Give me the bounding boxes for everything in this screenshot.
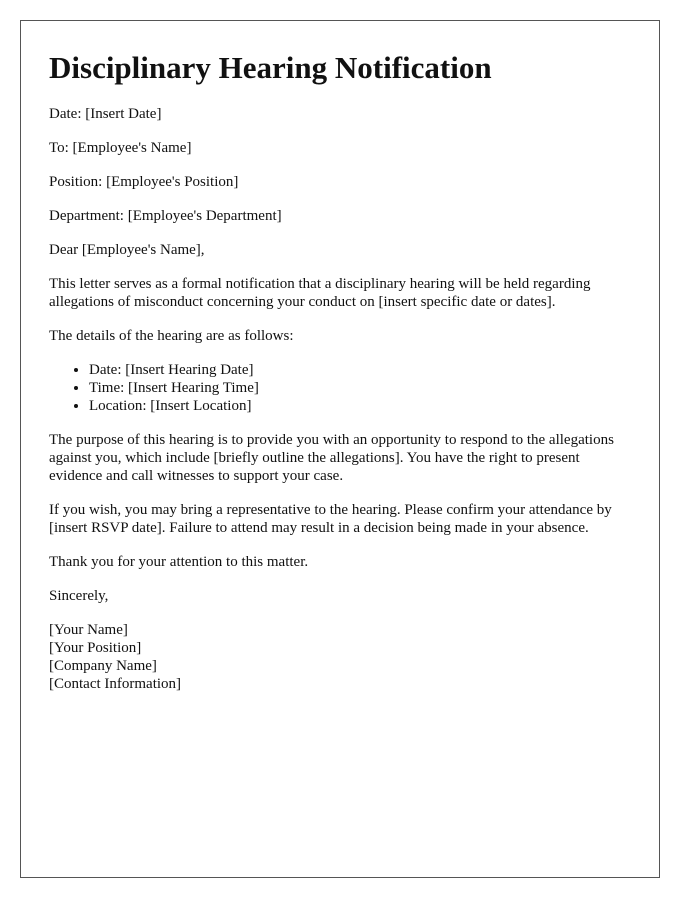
list-item-hearing-time: • Time: [Insert Hearing Time] <box>89 379 631 397</box>
signature-contact: [Contact Information] <box>49 676 182 692</box>
date-line: Date: [Insert Date] <box>49 106 162 122</box>
intro-paragraph: This letter serves as a formal notification that a disciplinary hearing will be held regarding allegations of misconduct concerning your conduct on [insert specific date or dates]. <box>49 276 591 310</box>
list-item-hearing-date: • Date: [Insert Hearing Date] <box>89 361 631 379</box>
signature-company: [Company Name] <box>49 658 157 674</box>
details-intro: The details of the hearing are as follows: <box>49 328 294 344</box>
letter-title: Disciplinary Hearing Notification <box>49 50 492 85</box>
department-line: Department: [Employee's Department] <box>49 208 282 224</box>
representative-paragraph: If you wish, you may bring a representative to the hearing. Please confirm your attendance by [insert RSVP date]. Failure to attend may result in a decision being made in your absence. <box>49 502 612 536</box>
recipient-line: To: [Employee's Name] <box>49 140 192 156</box>
hearing-details-list <box>49 361 631 415</box>
closing: Sincerely, <box>49 588 109 604</box>
signature-name: [Your Name] <box>49 622 128 638</box>
position-line: Position: [Employee's Position] <box>49 174 239 190</box>
purpose-paragraph: The purpose of this hearing is to provide you with an opportunity to respond to the allegations against you, which include [briefly outline the allegations]. You have the right to present evidence and call witnesses to support your case. <box>49 432 614 484</box>
signature-block <box>49 621 631 693</box>
list-item-hearing-location: • Location: [Insert Location] <box>89 397 631 415</box>
salutation: Dear [Employee's Name], <box>49 242 205 258</box>
letter-page <box>20 20 660 878</box>
thanks-line: Thank you for your attention to this matter. <box>49 554 309 570</box>
signature-position: [Your Position] <box>49 640 142 656</box>
